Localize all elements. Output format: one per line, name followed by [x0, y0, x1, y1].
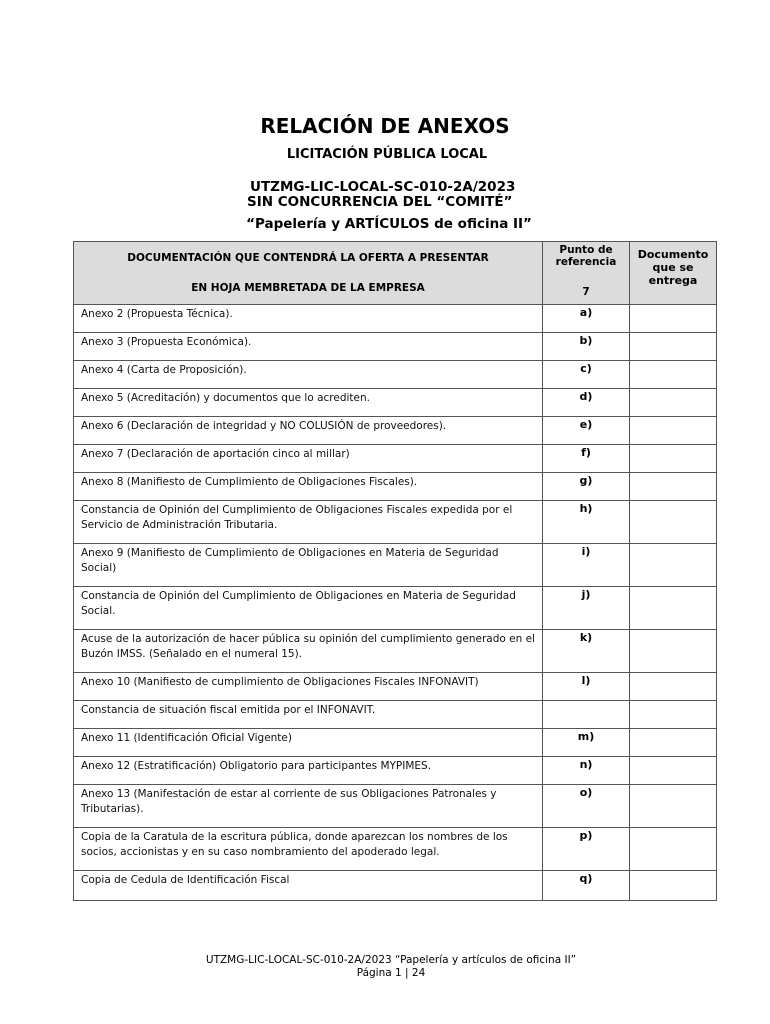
row-reference: q) — [543, 871, 630, 901]
concurrence-note: SIN CONCURRENCIA DEL “COMITÉ” — [247, 194, 513, 210]
row-description: Anexo 12 (Estratificación) Obligatorio para participantes MYPIMES. — [74, 757, 543, 785]
table-row — [74, 473, 717, 501]
row-description: Anexo 8 (Manifiesto de Cumplimiento de Obligaciones Fiscales). — [74, 473, 543, 501]
row-delivered-cell — [630, 587, 717, 630]
row-delivered-cell — [630, 501, 717, 544]
row-description: Constancia de situación fiscal emitida por el INFONAVIT. — [74, 701, 543, 729]
footer-title: UTZMG-LIC-LOCAL-SC-010-2A/2023 “Papelería y artículos de oficina II” — [205, 954, 577, 966]
row-delivered-cell — [630, 630, 717, 673]
project-name: “Papelería y ARTÍCULOS de oficina II” — [246, 216, 532, 232]
row-delivered-cell — [630, 361, 717, 389]
row-description: Acuse de la autorización de hacer pública su opinión del cumplimiento generado en el Buzón IMSS. (Señalado en el numeral 15). — [74, 630, 543, 673]
row-delivered-cell — [630, 729, 717, 757]
row-description: Anexo 11 (Identificación Oficial Vigente) — [74, 729, 543, 757]
table-row — [74, 828, 717, 871]
row-delivered-cell — [630, 871, 717, 901]
table-row — [74, 445, 717, 473]
row-description: Anexo 5 (Acreditación) y documentos que lo acrediten. — [74, 389, 543, 417]
row-reference: g) — [543, 473, 630, 501]
row-reference: h) — [543, 501, 630, 544]
row-delivered-cell — [630, 757, 717, 785]
row-reference — [543, 701, 630, 729]
page-title: RELACIÓN DE ANEXOS — [260, 114, 510, 138]
row-description: Copia de Cedula de Identificación Fiscal — [74, 871, 543, 901]
column-header-delivered: Documento que se entrega — [630, 242, 717, 305]
table-row — [74, 361, 717, 389]
row-description: Constancia de Opinión del Cumplimiento de Obligaciones en Materia de Seguridad Social. — [74, 587, 543, 630]
column-header-documentation: DOCUMENTACIÓN QUE CONTENDRÁ LA OFERTA A PRESENTAR EN HOJA MEMBRETADA DE LA EMPRESA — [74, 242, 543, 305]
row-reference: a) — [543, 305, 630, 333]
row-description: Anexo 13 (Manifestación de estar al corriente de sus Obligaciones Patronales y Tributarias). — [74, 785, 543, 828]
table-row — [74, 630, 717, 673]
page-number: Página 1 | 24 — [356, 967, 426, 979]
row-reference: f) — [543, 445, 630, 473]
row-reference: c) — [543, 361, 630, 389]
row-reference: b) — [543, 333, 630, 361]
table-row — [74, 757, 717, 785]
table-row — [74, 701, 717, 729]
page-subtitle: LICITACIÓN PÚBLICA LOCAL — [286, 147, 488, 162]
annex-table — [73, 241, 717, 901]
row-delivered-cell — [630, 473, 717, 501]
table-row — [74, 417, 717, 445]
row-delivered-cell — [630, 701, 717, 729]
table-row — [74, 389, 717, 417]
row-delivered-cell — [630, 389, 717, 417]
row-description: Anexo 4 (Carta de Proposición). — [74, 361, 543, 389]
table-row — [74, 587, 717, 630]
table-row — [74, 785, 717, 828]
table-header-row — [74, 242, 717, 305]
row-description: Anexo 6 (Declaración de integridad y NO COLUSIÓN de proveedores). — [74, 417, 543, 445]
table-row — [74, 544, 717, 587]
row-delivered-cell — [630, 445, 717, 473]
row-delivered-cell — [630, 828, 717, 871]
row-description: Anexo 2 (Propuesta Técnica). — [74, 305, 543, 333]
row-description: Anexo 7 (Declaración de aportación cinco al millar) — [74, 445, 543, 473]
row-description: Anexo 10 (Manifiesto de cumplimiento de Obligaciones Fiscales INFONAVIT) — [74, 673, 543, 701]
table-row — [74, 729, 717, 757]
row-reference: j) — [543, 587, 630, 630]
table-row — [74, 305, 717, 333]
row-delivered-cell — [630, 333, 717, 361]
column-header-reference: Punto de referencia 7 — [543, 242, 630, 305]
row-reference: l) — [543, 673, 630, 701]
row-delivered-cell — [630, 785, 717, 828]
row-reference: n) — [543, 757, 630, 785]
row-reference: k) — [543, 630, 630, 673]
row-reference: e) — [543, 417, 630, 445]
row-delivered-cell — [630, 417, 717, 445]
row-delivered-cell — [630, 544, 717, 587]
row-description: Copia de la Caratula de la escritura pública, donde aparezcan los nombres de los socios, accionistas y en su caso nombramiento del apoderado legal. — [74, 828, 543, 871]
row-reference: i) — [543, 544, 630, 587]
row-delivered-cell — [630, 305, 717, 333]
table-row — [74, 871, 717, 901]
table-row — [74, 333, 717, 361]
page-footer — [0, 954, 770, 980]
row-reference: m) — [543, 729, 630, 757]
table-row — [74, 501, 717, 544]
row-reference: o) — [543, 785, 630, 828]
table-row — [74, 673, 717, 701]
tender-code: UTZMG-LIC-LOCAL-SC-010-2A/2023 — [250, 179, 516, 195]
row-reference: d) — [543, 389, 630, 417]
row-description: Anexo 9 (Manifiesto de Cumplimiento de Obligaciones en Materia de Seguridad Social) — [74, 544, 543, 587]
row-description: Anexo 3 (Propuesta Económica). — [74, 333, 543, 361]
row-reference: p) — [543, 828, 630, 871]
row-delivered-cell — [630, 673, 717, 701]
row-description: Constancia de Opinión del Cumplimiento de Obligaciones Fiscales expedida por el Servicio de Administración Tributaria. — [74, 501, 543, 544]
